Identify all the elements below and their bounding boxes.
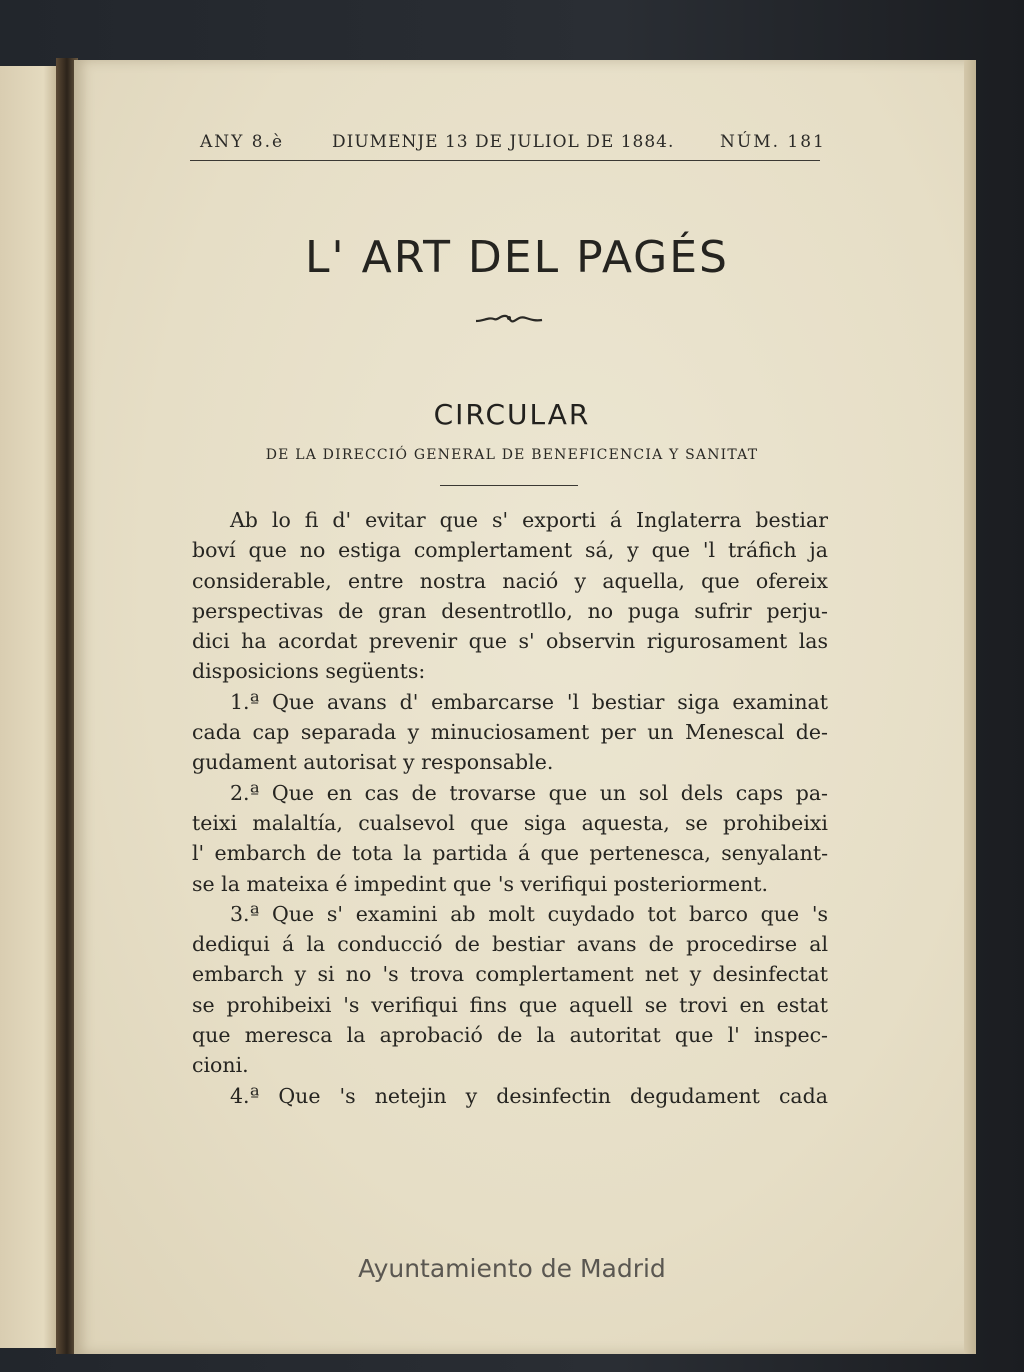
header-issue-number: NÚM. 181 xyxy=(720,132,826,152)
running-header xyxy=(190,130,826,158)
ornament-divider-icon xyxy=(474,312,544,326)
text-line: se prohibeixi 's verifiqui fins que aquell se trovi en estat xyxy=(192,992,828,1017)
text-line: considerable, entre nostra nació y aquella, que ofereix xyxy=(192,568,828,593)
watermark-footer: Ayuntamiento de Madrid xyxy=(358,1254,666,1283)
text-line: 1.ª Que avans d' embarcarse 'l bestiar siga examinat xyxy=(230,689,828,714)
article-title: CIRCULAR xyxy=(433,398,591,431)
text-line: cada cap separada y minuciosament per un Menescal de- xyxy=(192,720,828,745)
text-line: dici ha acordat prevenir que s' observin rigurosament las xyxy=(192,629,828,654)
text-line: cioni. xyxy=(192,1053,249,1078)
header-date: DIUMENJE 13 DE JULIOL DE 1884. xyxy=(332,132,675,152)
text-line: disposicions següents: xyxy=(192,659,426,684)
text-line: dediqui á la conducció de bestiar avans de procedirse al xyxy=(192,932,828,957)
text-line: 4.ª Que 's netejin y desinfectin degudament cada xyxy=(230,1083,828,1108)
text-line: embarch y si no 's trova complertament net y desinfectat xyxy=(192,962,828,987)
text-line: gudament autorisat y responsable. xyxy=(192,750,554,775)
text-line: boví que no estiga complertament sá, y que 'l tráfich ja xyxy=(192,538,828,563)
text-line: que meresca la aprobació de la autoritat que l' inspec- xyxy=(192,1023,828,1048)
text-line: se la mateixa é impedint que 's verifiqui posteriorment. xyxy=(192,871,769,896)
article-subtitle: DE LA DIRECCIÓ GENERAL DE BENEFICENCIA Y SANITAT xyxy=(265,447,759,463)
header-rule xyxy=(190,160,820,161)
article-body xyxy=(192,505,828,1111)
text-line: 3.ª Que s' examini ab molt cuydado tot barco que 's xyxy=(230,901,828,926)
text-line: Ab lo fi d' evitar que s' exporti á Inglaterra bestiar xyxy=(230,508,828,532)
text-line: l' embarch de tota la partida á que pertenesca, senyalant- xyxy=(192,841,828,866)
header-year: ANY 8.è xyxy=(200,132,285,152)
text-line: perspectivas de gran desentrotllo, no puga sufrir perju- xyxy=(192,598,828,623)
masthead-title: L' ART DEL PAGÉS xyxy=(305,232,729,283)
text-line: teixi malaltía, cualsevol que siga aquesta, se prohibeixi xyxy=(192,810,828,835)
subtitle-rule xyxy=(440,485,578,486)
text-line: 2.ª Que en cas de trovarse que un sol dels caps pa- xyxy=(230,780,828,805)
